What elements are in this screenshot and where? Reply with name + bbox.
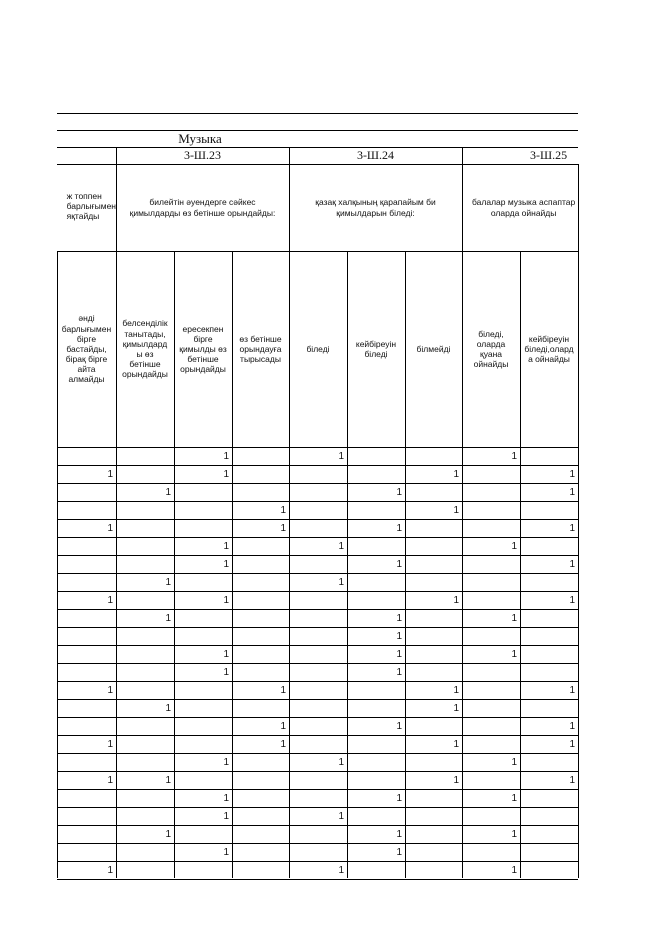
table-cell: 1 <box>396 721 402 732</box>
section-header-3-sh-23: билейтін әуендерге сәйкес қимылдарды өз бетінше орындайды: <box>129 197 276 218</box>
table-cell: 1 <box>280 721 286 732</box>
table-cell: 1 <box>107 775 113 786</box>
table-cell: 1 <box>107 523 113 534</box>
row-line <box>57 609 578 610</box>
table-cell: 1 <box>223 451 229 462</box>
table-cell: 1 <box>511 829 517 840</box>
row-line <box>57 465 578 466</box>
table-cell: 1 <box>569 487 575 498</box>
table-cell: 1 <box>569 469 575 480</box>
col-header-3: ересекпен бірге қимылды өз бетінше орындайды <box>179 323 227 375</box>
right-edge <box>578 164 579 878</box>
table-cell: 1 <box>453 595 459 606</box>
table-cell: 1 <box>396 793 402 804</box>
col-header-8: біледі, оларда қуана ойнайды <box>473 328 509 370</box>
top-rule <box>57 113 578 114</box>
table-cell: 1 <box>396 613 402 624</box>
col-header-5: біледі <box>306 343 330 354</box>
table-cell: 1 <box>569 739 575 750</box>
table-cell: 1 <box>338 541 344 552</box>
table-cell: 1 <box>396 523 402 534</box>
table-cell: 1 <box>223 667 229 678</box>
column-header-bottom <box>57 447 578 448</box>
row-line <box>57 771 578 772</box>
table-cell: 1 <box>107 469 113 480</box>
table-cell: 1 <box>396 559 402 570</box>
left-edge <box>57 251 58 878</box>
col-sep-6 <box>405 251 406 878</box>
table-cell: 1 <box>569 775 575 786</box>
subject-title: Музыка <box>178 130 222 146</box>
table-cell: 1 <box>396 667 402 678</box>
table-cell: 1 <box>396 649 402 660</box>
row-line <box>57 519 578 520</box>
table-cell: 1 <box>453 685 459 696</box>
col-sep-8 <box>520 251 521 878</box>
col-header-4: өз бетінше орындауға тырысады <box>239 333 282 365</box>
table-cell: 1 <box>338 811 344 822</box>
table-cell: 1 <box>453 739 459 750</box>
table-cell: 1 <box>223 469 229 480</box>
col-sep-5 <box>347 251 348 878</box>
table-cell: 1 <box>569 685 575 696</box>
row-line <box>57 861 578 862</box>
table-cell: 1 <box>338 865 344 876</box>
row-line <box>57 843 578 844</box>
col-sep-1 <box>116 147 117 878</box>
table-cell: 1 <box>107 865 113 876</box>
col-header-6: кейбіреуін біледі <box>355 338 397 359</box>
col-sep-4 <box>289 147 290 878</box>
table-cell: 1 <box>223 649 229 660</box>
table-cell: 1 <box>165 703 171 714</box>
table-cell: 1 <box>453 469 459 480</box>
table-cell: 1 <box>569 721 575 732</box>
table-cell: 1 <box>338 757 344 768</box>
table-cell: 1 <box>165 487 171 498</box>
table-cell: 1 <box>511 451 517 462</box>
header-top-border <box>57 130 578 131</box>
table-cell: 1 <box>165 775 171 786</box>
row-line <box>57 483 578 484</box>
table-cell: 1 <box>569 559 575 570</box>
table-cell: 1 <box>280 505 286 516</box>
col-header-9: кейбіреуін біледі,олард а ойнайды <box>524 333 574 365</box>
row-line <box>57 645 578 646</box>
row-line <box>57 717 578 718</box>
table-cell: 1 <box>165 829 171 840</box>
table-cell: 1 <box>107 595 113 606</box>
table-cell: 1 <box>569 595 575 606</box>
row-line <box>57 699 578 700</box>
row-line <box>57 681 578 682</box>
col-header-1: әнді барлығымен бірге бастайды, бірақ бірге айта алмайды <box>61 313 112 385</box>
row-line <box>57 735 578 736</box>
col-sep-2 <box>174 251 175 878</box>
table-cell: 1 <box>280 739 286 750</box>
table-cell: 1 <box>511 649 517 660</box>
table-cell: 1 <box>511 541 517 552</box>
row-line <box>57 807 578 808</box>
table-cell: 1 <box>453 775 459 786</box>
section-header-3-sh-24: қазақ халқының қарапайым би қимылдарын біледі: <box>315 197 436 218</box>
table-cell: 1 <box>453 703 459 714</box>
table-cell: 1 <box>396 829 402 840</box>
col-header-2: белсенділік танытады, қимылдард ы өз бетінше орындайды <box>122 318 168 380</box>
table-cell: 1 <box>511 757 517 768</box>
table-cell: 1 <box>396 847 402 858</box>
table-cell: 1 <box>165 613 171 624</box>
code-3-sh-23: 3-Ш.23 <box>183 148 222 163</box>
section-header-left-partial: ж топпен барлығымен яқтайды <box>66 190 116 222</box>
table-cell: 1 <box>223 595 229 606</box>
table-cell: 1 <box>223 811 229 822</box>
table-cell: 1 <box>511 793 517 804</box>
table-cell: 1 <box>280 523 286 534</box>
table-cell: 1 <box>569 523 575 534</box>
table-cell: 1 <box>223 847 229 858</box>
table-cell: 1 <box>165 577 171 588</box>
row-line <box>57 825 578 826</box>
row-line <box>57 879 578 880</box>
table-cell: 1 <box>511 865 517 876</box>
row-line <box>57 753 578 754</box>
section-header-3-sh-25: балалар музыка аспаптар оларда ойнайды <box>472 197 576 218</box>
table-cell: 1 <box>453 505 459 516</box>
table-cell: 1 <box>338 577 344 588</box>
col-header-7: білмейді <box>416 343 451 354</box>
row-line <box>57 591 578 592</box>
table-cell: 1 <box>338 451 344 462</box>
row-line <box>57 789 578 790</box>
col-sep-7 <box>462 147 463 878</box>
table-cell: 1 <box>223 541 229 552</box>
table-cell: 1 <box>223 793 229 804</box>
row-line <box>57 537 578 538</box>
table-cell: 1 <box>280 685 286 696</box>
row-line <box>57 573 578 574</box>
code-3-sh-25: 3-Ш.25 <box>530 148 568 163</box>
row-line <box>57 663 578 664</box>
row-line <box>57 501 578 502</box>
code-3-sh-24: 3-Ш.24 <box>356 148 395 163</box>
col-sep-3 <box>232 251 233 878</box>
table-cell: 1 <box>107 739 113 750</box>
table-cell: 1 <box>396 487 402 498</box>
row-line <box>57 555 578 556</box>
row-line <box>57 627 578 628</box>
table-cell: 1 <box>223 559 229 570</box>
table-cell: 1 <box>511 613 517 624</box>
table-cell: 1 <box>223 757 229 768</box>
table-cell: 1 <box>396 631 402 642</box>
table-cell: 1 <box>107 685 113 696</box>
